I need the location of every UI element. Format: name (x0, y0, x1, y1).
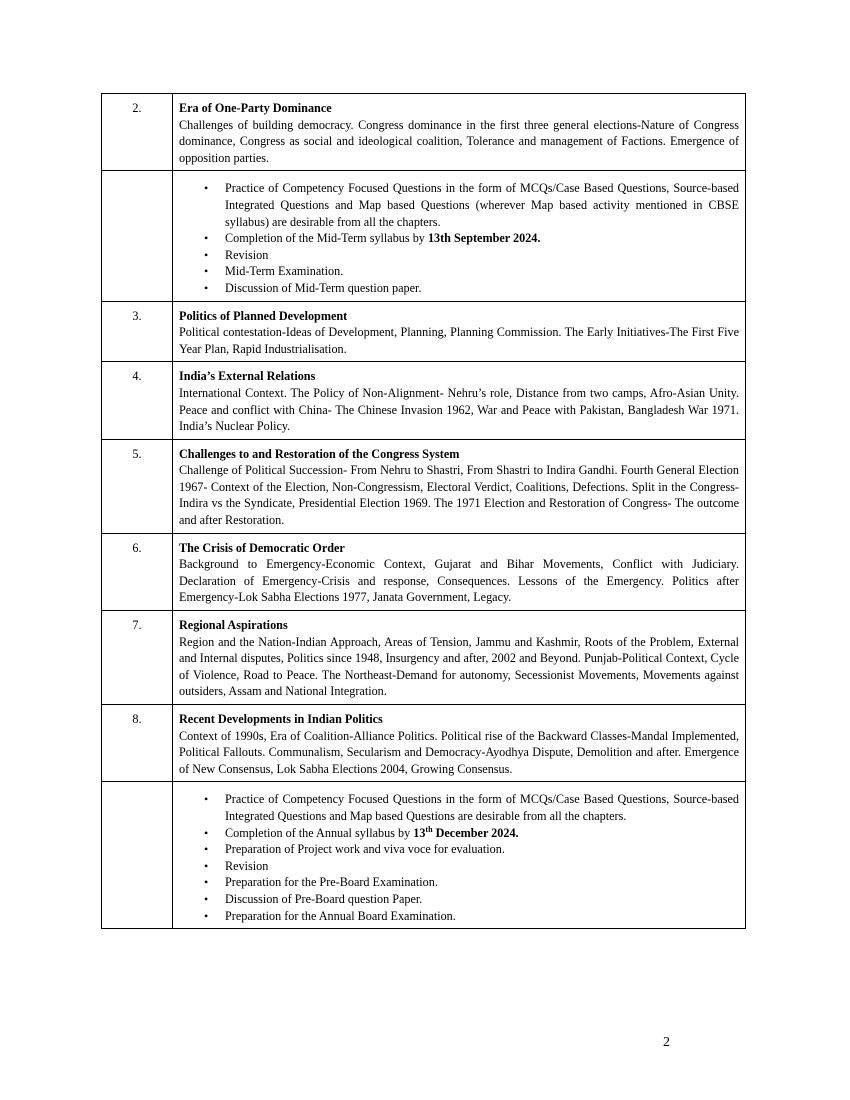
table-row (102, 782, 746, 929)
unit-title: Regional Aspirations (179, 618, 288, 633)
list-item: • Revision (225, 247, 739, 264)
deadline-text: Completion of the Mid-Term syllabus by (225, 231, 428, 246)
unit-description: Political contestation-Ideas of Development, Planning, Planning Commission. The Early Initiatives-The First Five Year Plan, Rapid Industrialisation. (179, 325, 739, 356)
deadline-month-year: December 2024. (432, 825, 519, 840)
unit-cell (173, 94, 746, 171)
list-item: • Practice of Competency Focused Questions in the form of MCQs/Case Based Questions, Source-based Integrated Questions and Map based Questions are desirable from all the chapters. (225, 791, 739, 824)
page-number: 2 (663, 1035, 670, 1050)
unit-cell (173, 362, 746, 439)
deadline-text: Completion of the Annual syllabus by (225, 825, 414, 840)
deadline-date (413, 826, 518, 840)
activity-list (179, 180, 739, 296)
table-row (102, 362, 746, 439)
unit-number: 8. (102, 705, 173, 782)
list-item: • Discussion of Pre-Board question Paper. (225, 891, 739, 908)
deadline-date: 13th September 2024. (427, 231, 541, 246)
unit-number: 5. (102, 439, 173, 533)
unit-cell (173, 439, 746, 533)
unit-number: 3. (102, 301, 173, 362)
unit-description: Context of 1990s, Era of Coalition-Alliance Politics. Political rise of the Backward Classes-Mandal Implemented, Political Fallouts. Communalism, Secularism and Democracy-Ayodhya Dispute, Demolition and after. Emergence of New Consensus, Lok Sabha Elections 2004, Growing Consensus. (179, 728, 739, 776)
table-row (102, 533, 746, 610)
list-item: • Discussion of Mid-Term question paper. (225, 280, 739, 297)
list-item: • Revision (225, 858, 739, 875)
activity-list (179, 791, 739, 924)
unit-description: Challenges of building democracy. Congress dominance in the first three general elections-Nature of Congress dominance, Congress as social and ideological coalition, Tolerance and management of Factions. Emergence of opposition parties. (179, 117, 739, 165)
unit-title: Politics of Planned Development (179, 308, 348, 323)
unit-number: 7. (102, 611, 173, 705)
deadline-day-suffix: th (425, 824, 433, 834)
empty-number-cell (102, 782, 173, 929)
list-item: • Preparation for the Pre-Board Examination. (225, 874, 739, 891)
list-item: • Practice of Competency Focused Questions in the form of MCQs/Case Based Questions, Source-based Integrated Questions and Map based Questions (wherever Map based activity mentioned in CBSE syllabus) are desirable from all the chapters. (225, 180, 739, 230)
unit-title: Recent Developments in Indian Politics (179, 712, 383, 726)
unit-title: India’s External Relations (179, 369, 316, 384)
unit-description: Region and the Nation-Indian Approach, Areas of Tension, Jammu and Kashmir, Roots of the Problem, External and Internal disputes, Politics since 1948, Insurgency and after, 2002 and Beyond. Punjab-Political Context, Cycle of Violence, Road to Peace. The Northeast-Demand for autonomy, Secessionist Movements, Movements against outsiders, Assam and National Integration. (179, 634, 739, 699)
unit-description: International Context. The Policy of Non-Alignment- Nehru’s role, Distance from two camps, Afro-Asian Unity. Peace and conflict with China- The Chinese Invasion 1962, War and Peace with Pakistan, Bangladesh War 1971. India’s Nuclear Policy. (179, 385, 739, 434)
unit-cell (173, 301, 746, 362)
deadline-day: 13 (413, 825, 426, 840)
unit-description: Challenge of Political Succession- From Nehru to Shastri, From Shastri to Indira Gandhi. Fourth General Election 1967- Context of the Election, Non-Congressism, Electoral Verdict, Coalitions, Defections. Split in the Congress- Indira vs the Syndicate, Presidential Election 1969. The 1971 Election and Restoration of Congress- The outcome and after Restoration. (179, 463, 739, 528)
table-row (102, 171, 746, 301)
unit-cell (173, 705, 746, 782)
activities-cell (173, 782, 746, 929)
activities-cell (173, 171, 746, 301)
unit-description: Background to Emergency-Economic Context, Gujarat and Bihar Movements, Conflict with Judiciary. Declaration of Emergency-Crisis and response, Consequences. Lessons of the Emergency. Politics after Emergency-Lok Sabha Elections 1977, Janata Government, Legacy. (179, 557, 739, 605)
list-item (225, 230, 739, 247)
unit-title: Challenges to and Restoration of the Congress System (179, 446, 460, 461)
table-row (102, 705, 746, 782)
table-row (102, 439, 746, 533)
table-row (102, 611, 746, 705)
unit-title: The Crisis of Democratic Order (179, 540, 345, 555)
unit-title: Era of One-Party Dominance (179, 101, 332, 115)
unit-cell (173, 533, 746, 610)
syllabus-table (101, 93, 746, 929)
table-row (102, 301, 746, 362)
list-item: • Preparation for the Annual Board Examination. (225, 908, 739, 925)
list-item: • Mid-Term Examination. (225, 263, 739, 280)
empty-number-cell (102, 171, 173, 301)
table-row (102, 94, 746, 171)
unit-number: 2. (102, 94, 173, 171)
list-item: • Preparation of Project work and viva voce for evaluation. (225, 841, 739, 858)
unit-cell (173, 611, 746, 705)
unit-number: 6. (102, 533, 173, 610)
list-item (225, 825, 739, 842)
unit-number: 4. (102, 362, 173, 439)
